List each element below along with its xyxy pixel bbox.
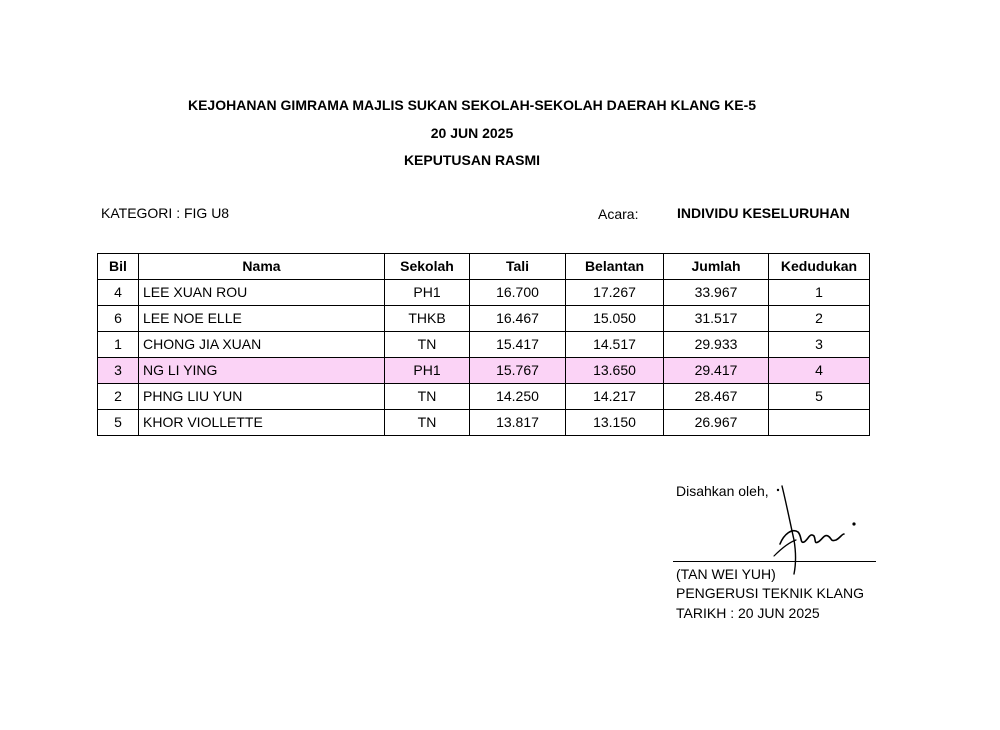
cell-kedudukan: 3 [769, 332, 870, 358]
cell-kedudukan: 4 [769, 358, 870, 384]
cell-jumlah: 29.417 [664, 358, 769, 384]
signature-date: TARIKH : 20 JUN 2025 [676, 605, 820, 621]
cell-jumlah: 33.967 [664, 280, 769, 306]
document-subtitle: KEPUTUSAN RASMI [403, 152, 541, 168]
cell-belantan: 13.150 [566, 410, 664, 436]
cell-bil: 3 [98, 358, 139, 384]
cell-belantan: 14.217 [566, 384, 664, 410]
cell-sekolah: TN [385, 410, 470, 436]
cell-bil: 4 [98, 280, 139, 306]
table-row [98, 306, 870, 332]
cell-belantan: 17.267 [566, 280, 664, 306]
cell-kedudukan: 2 [769, 306, 870, 332]
cell-jumlah: 31.517 [664, 306, 769, 332]
cell-sekolah: TN [385, 384, 470, 410]
table-row [98, 384, 870, 410]
table-row [98, 280, 870, 306]
cell-nama: NG LI YING [139, 358, 385, 384]
signature-icon [760, 482, 870, 582]
column-header-tali: Tali [470, 254, 566, 280]
signatory-name: (TAN WEI YUH) [676, 566, 776, 582]
cell-sekolah: TN [385, 332, 470, 358]
cell-nama: LEE XUAN ROU [139, 280, 385, 306]
cell-tali: 13.817 [470, 410, 566, 436]
cell-belantan: 13.650 [566, 358, 664, 384]
cell-bil: 6 [98, 306, 139, 332]
cell-bil: 5 [98, 410, 139, 436]
results-table [97, 253, 870, 436]
approved-by-label: Disahkan oleh, [676, 483, 769, 499]
cell-belantan: 14.517 [566, 332, 664, 358]
column-header-kedudukan: Kedudukan [769, 254, 870, 280]
table-row-highlighted [98, 358, 870, 384]
column-header-jumlah: Jumlah [664, 254, 769, 280]
category-label: KATEGORI : FIG U8 [101, 205, 230, 221]
cell-jumlah: 28.467 [664, 384, 769, 410]
cell-belantan: 15.050 [566, 306, 664, 332]
cell-nama: LEE NOE ELLE [139, 306, 385, 332]
event-value: INDIVIDU KESELURUHAN [677, 205, 850, 221]
event-label: Acara: [598, 206, 639, 222]
cell-sekolah: PH1 [385, 358, 470, 384]
document-title: KEJOHANAN GIMRAMA MAJLIS SUKAN SEKOLAH-SEKOLAH DAERAH KLANG KE-5 [187, 97, 757, 113]
cell-nama: PHNG LIU YUN [139, 384, 385, 410]
cell-jumlah: 29.933 [664, 332, 769, 358]
cell-kedudukan: 1 [769, 280, 870, 306]
signatory-title: PENGERUSI TEKNIK KLANG [676, 585, 865, 601]
column-header-nama: Nama [139, 254, 385, 280]
cell-tali: 16.700 [470, 280, 566, 306]
cell-sekolah: PH1 [385, 280, 470, 306]
column-header-bil: Bil [98, 254, 139, 280]
table-row [98, 410, 870, 436]
cell-kedudukan: 5 [769, 384, 870, 410]
cell-nama: KHOR VIOLLETTE [139, 410, 385, 436]
cell-tali: 16.467 [470, 306, 566, 332]
column-header-belantan: Belantan [566, 254, 664, 280]
cell-jumlah: 26.967 [664, 410, 769, 436]
cell-kedudukan [769, 410, 870, 436]
document-date: 20 JUN 2025 [430, 125, 514, 141]
column-header-sekolah: Sekolah [385, 254, 470, 280]
cell-sekolah: THKB [385, 306, 470, 332]
table-row [98, 332, 870, 358]
cell-tali: 15.417 [470, 332, 566, 358]
cell-tali: 14.250 [470, 384, 566, 410]
table-header-row [98, 254, 870, 280]
cell-bil: 2 [98, 384, 139, 410]
cell-tali: 15.767 [470, 358, 566, 384]
cell-nama: CHONG JIA XUAN [139, 332, 385, 358]
cell-bil: 1 [98, 332, 139, 358]
signature-line [673, 561, 876, 562]
